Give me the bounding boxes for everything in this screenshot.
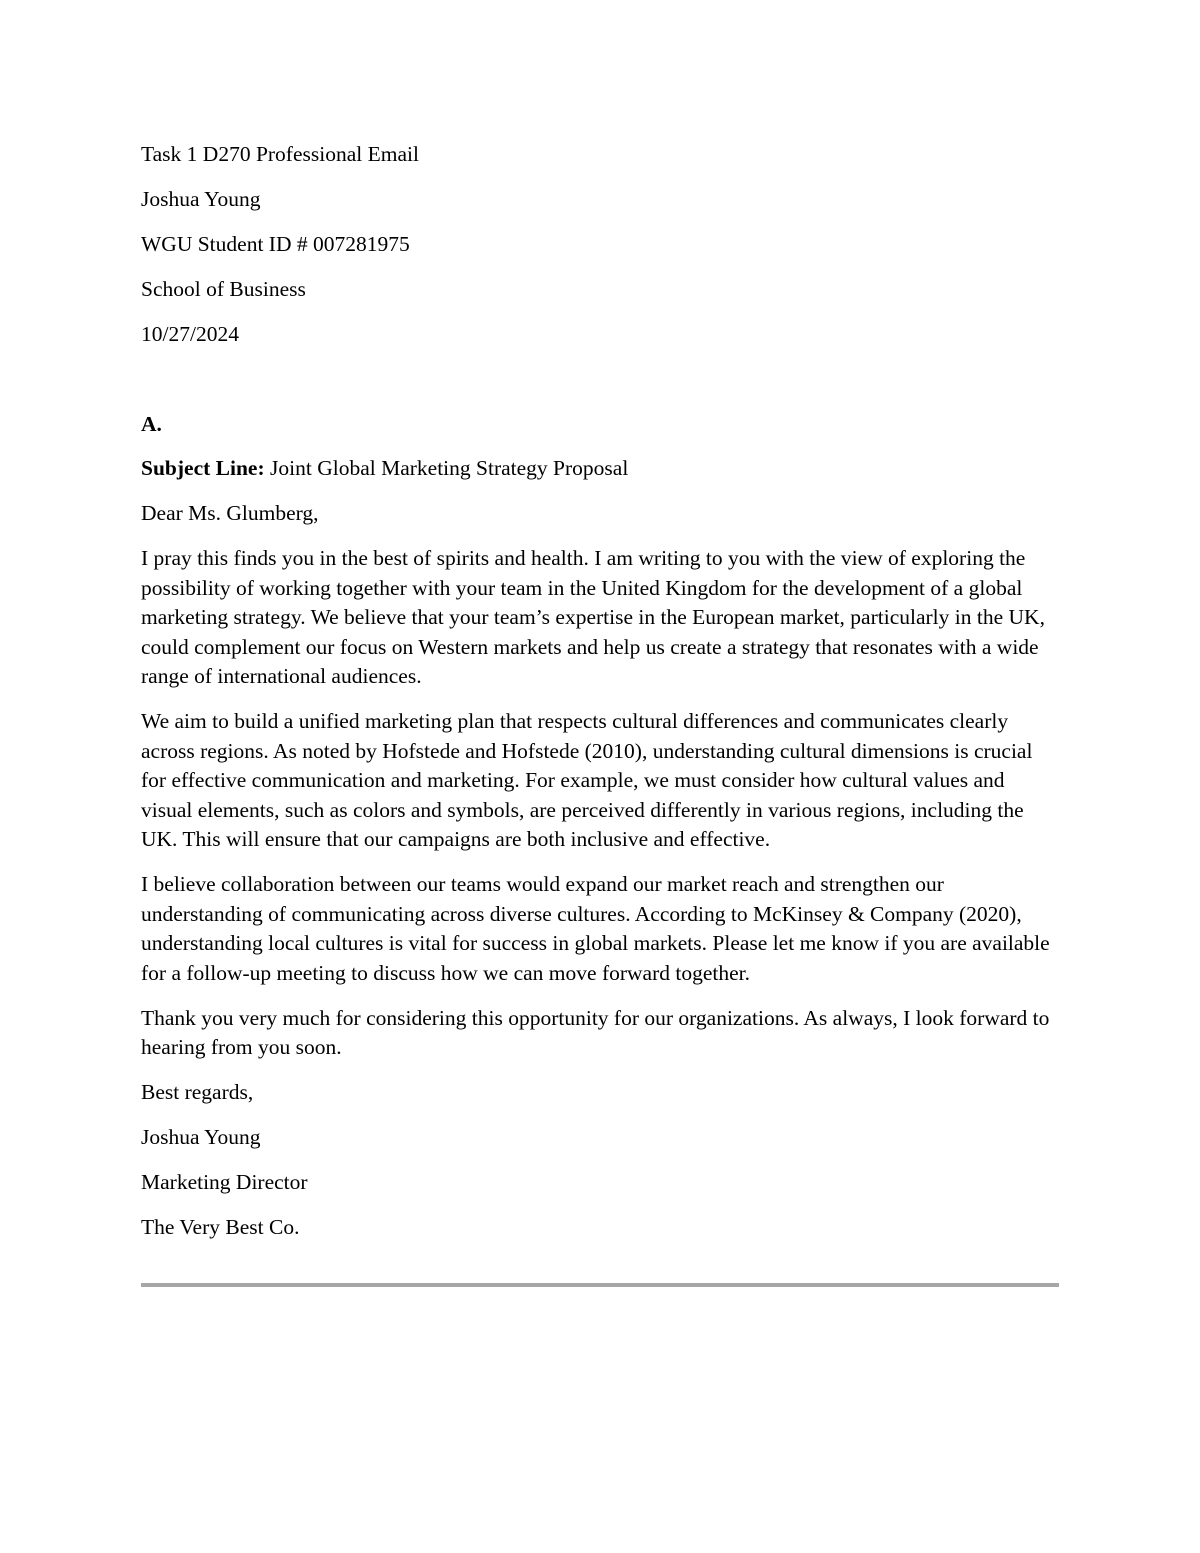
signature-divider xyxy=(141,1283,1059,1287)
school-name: School of Business xyxy=(141,277,306,301)
subject-label: Subject Line: xyxy=(141,456,265,480)
subject-line xyxy=(141,454,1059,484)
email-paragraph-4: Thank you very much for considering this opportunity for our organizations. As always, I look forward to hearing from you soon. xyxy=(141,1005,1050,1059)
email-paragraph-2: We aim to build a unified marketing plan that respects cultural differences and communicates clearly across regions. As noted by Hofstede and Hofstede (2010), understanding cultural dimensions is crucial for effective communication and marketing. For example, we must consider how cultural values and visual elements, such as colors and symbols, are perceived differently in various regions, including the UK. This will ensure that our campaigns are both inclusive and effective. xyxy=(141,709,1033,851)
assignment-title: Task 1 D270 Professional Email xyxy=(141,142,419,166)
email-paragraph-3: I believe collaboration between our teams would expand our market reach and strengthen our understanding of communicating across diverse cultures. According to McKinsey & Company (2020), understanding local cultures is vital for success in global markets. Please let me know if you are available for a follow-up meeting to discuss how we can move forward together. xyxy=(141,872,1050,985)
signature-name: Joshua Young xyxy=(141,1125,261,1149)
subject-text: Joint Global Marketing Strategy Proposal xyxy=(264,456,629,480)
student-name: Joshua Young xyxy=(141,187,261,211)
email-greeting: Dear Ms. Glumberg, xyxy=(141,501,319,525)
sign-off: Best regards, xyxy=(141,1080,254,1104)
document-body xyxy=(141,140,1059,1243)
student-id: WGU Student ID # 007281975 xyxy=(141,232,410,256)
signature-company: The Very Best Co. xyxy=(141,1215,300,1239)
section-label: A. xyxy=(141,411,162,436)
document-date: 10/27/2024 xyxy=(141,322,239,346)
signature-title: Marketing Director xyxy=(141,1170,308,1194)
email-paragraph-1: I pray this finds you in the best of spirits and health. I am writing to you with the view of exploring the possibility of working together with your team in the United Kingdom for the development of a global marketing strategy. We believe that your team’s expertise in the European market, particularly in the UK, could complement our focus on Western markets and help us create a strategy that resonates with a wide range of international audiences. xyxy=(141,546,1045,688)
